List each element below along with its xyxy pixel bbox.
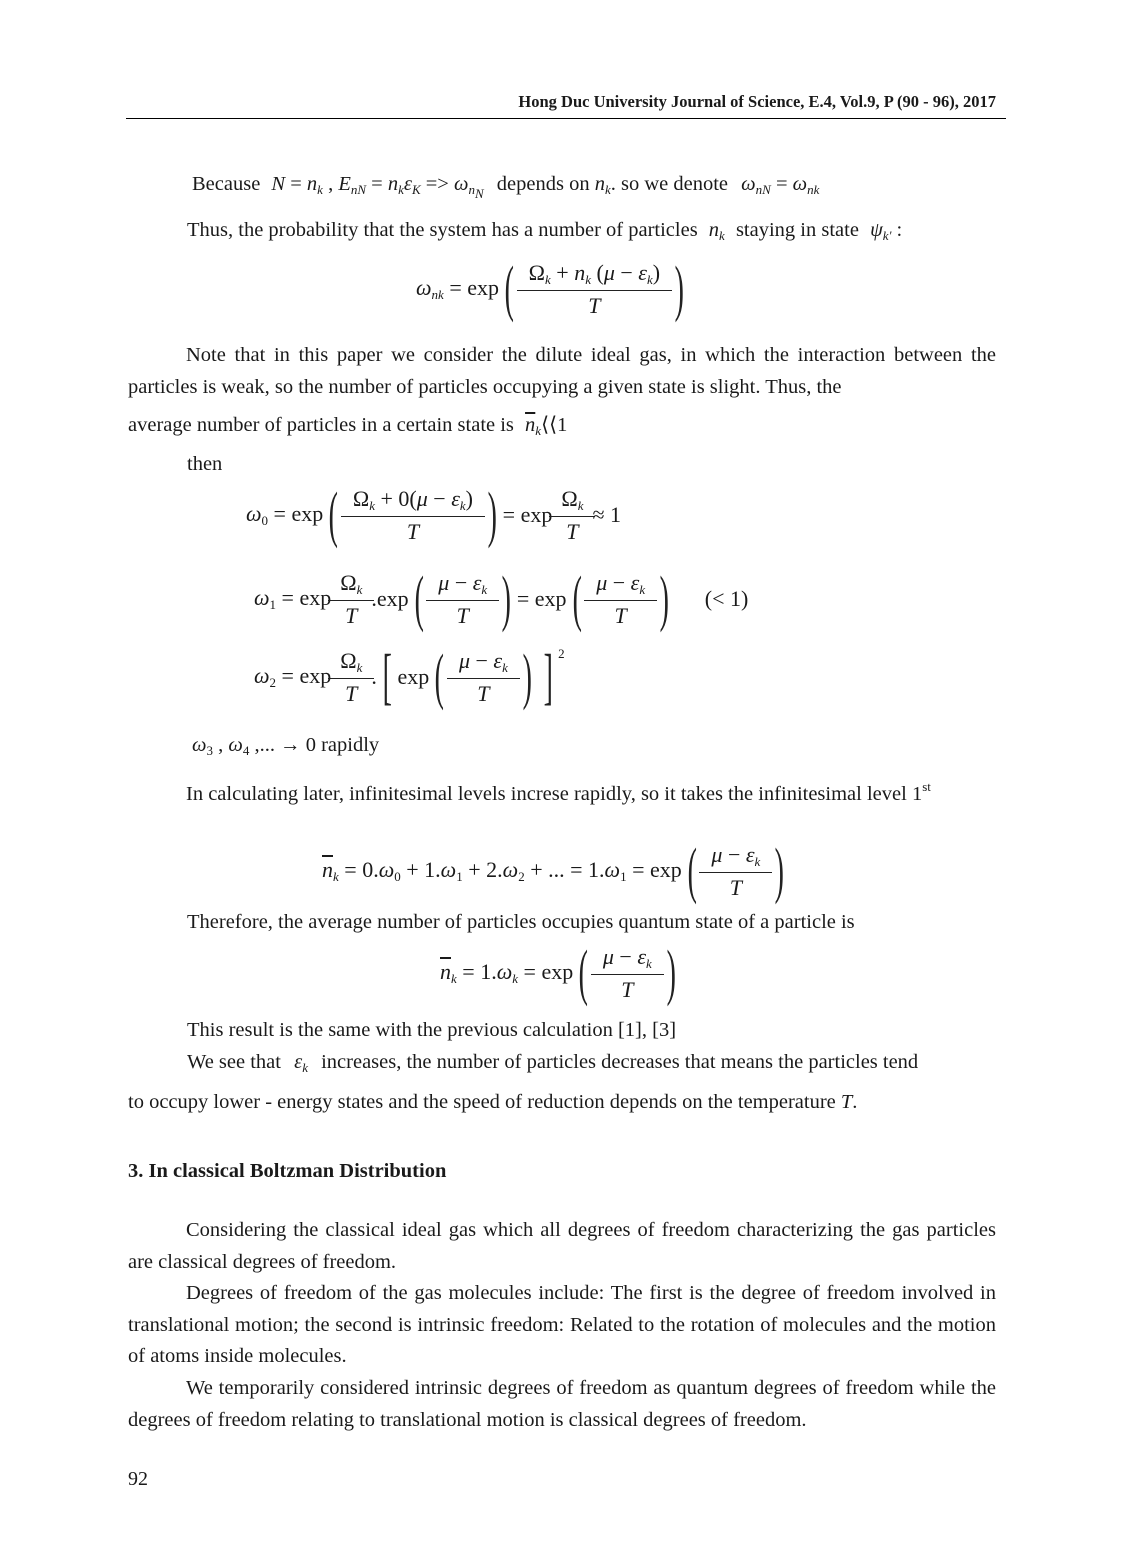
because-line: Because $N = n_k$ , $E_{nN} = n_k\varepsilon_K => \omega_{n_N}$ depends on $n_k$. so we denote $\omega_{nN} = \omega_{nk}$ bbox=[192, 173, 820, 201]
equation-omega-1: $\omega_1 = \exp$ $\frac{\Omega_k}{T}$ .exp ( $\frac{\mu - \varepsilon_k}{T}$ ) = exp ( $\frac{\mu - \varepsilon_k}{T}$ ) (< 1) bbox=[254, 565, 749, 633]
header-rule bbox=[126, 118, 1006, 119]
calc-paragraph: In calculating later, infinitesimal levels increse rapidly, so it takes the infinitesimal level 1st bbox=[186, 779, 931, 805]
paragraph-classical-gas: Considering the classical ideal gas which all degrees of freedom characterizing the gas particles are classical degrees of freedom. bbox=[128, 1219, 996, 1273]
omega-limit-line: $\omega_3$ , $\omega_4$ ,... → 0 rapidly bbox=[192, 734, 380, 758]
same-result-line: This result is the same with the previous calculation [1], [3] bbox=[187, 1019, 677, 1041]
equation-average-result: $\overline{n}_k = 1.\omega_k = \exp$ ( $\frac{\mu - \varepsilon_k}{T}$ ) bbox=[440, 939, 676, 1007]
then-label: then bbox=[187, 453, 223, 475]
section-title: 3. In classical Boltzman Distribution bbox=[128, 1160, 447, 1182]
equation-omega-2: $\omega_2 = \exp$ $\frac{\Omega_k}{T}$ . [ exp ( $\frac{\mu - \varepsilon_k}{T}$ ) ] $^2$ bbox=[254, 643, 565, 711]
journal-header: Hong Duc University Journal of Science, E.4, Vol.9, P (90 - 96), 2017 bbox=[518, 92, 996, 111]
note-paragraph: Note that in this paper we consider the dilute ideal gas, in which the interaction between the particles is weak, so the number of particles occupying a given state is slight. Thus, the bbox=[128, 344, 996, 398]
therefore-line: Therefore, the average number of particles occupies quantum state of a particle is bbox=[187, 911, 855, 933]
note-paragraph-end: average number of particles in a certain state is $\overline{n}_k⟨⟨1$ bbox=[128, 414, 568, 438]
equation-average-sum: $\overline{n}_k = 0.\omega_0 + 1.\omega_1 + 2.\omega_2$ + ... = $1.\omega_1 = \exp$ ( $\frac{\mu - \varepsilon_k}{T}$ ) bbox=[322, 837, 785, 905]
we-see-line: We see that $\varepsilon_k$ increases, the number of particles decreases that means the particles tend bbox=[187, 1051, 919, 1075]
paragraph-intrinsic: We temporarily considered intrinsic degrees of freedom as quantum degrees of freedom while the degrees of freedom relating to translational motion is classical degrees of freedom. bbox=[128, 1377, 996, 1431]
we-see-line-end: to occupy lower - energy states and the speed of reduction depends on the temperature T. bbox=[128, 1091, 858, 1113]
probability-line: Thus, the probability that the system has a number of particles $n_k$ staying in state $\psi_{k'}$ : bbox=[187, 219, 903, 243]
page-number: 92 bbox=[128, 1468, 148, 1490]
equation-omega-0: $\omega_0 = \exp$ ( $\frac{\Omega_k + 0(\mu - \varepsilon_k)}{T}$ ) = exp $\frac{\Omega_k}{T}$ ≈ 1 bbox=[246, 481, 622, 549]
paragraph-degrees: Degrees of freedom of the gas molecules include: The first is the degree of freedom involved in translational motion; the second is intrinsic freedom: Related to the rotation of molecules and the motion of atoms inside molecules. bbox=[128, 1282, 996, 1367]
equation-omega-nk: $\omega_{nk} = \exp$ ( $\frac{\Omega_k + n_k (\mu - \varepsilon_k)}{T}$ ) bbox=[416, 255, 685, 323]
